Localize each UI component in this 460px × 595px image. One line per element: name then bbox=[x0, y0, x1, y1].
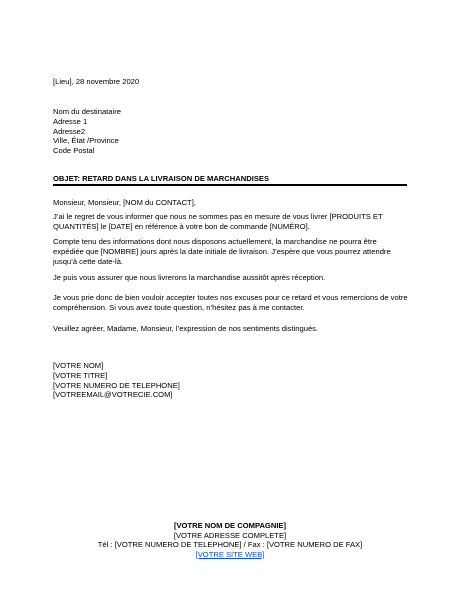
footer-phone-fax: Tél : [VOTRE NUMERO DE TELEPHONE] / Fax : [VOTRE NUMERO DE FAX] bbox=[97, 540, 363, 550]
company-footer bbox=[0, 521, 460, 559]
paragraph-line: Veuillez agréer, Madame, Monsieur, l’expression de nos sentiments distingués. bbox=[53, 324, 319, 333]
recipient-city: Ville, État /Province bbox=[53, 136, 119, 146]
salutation: Monsieur, Monsieur, [NOM du CONTACT], bbox=[53, 198, 196, 207]
recipient-name: Nom du destinataire bbox=[53, 107, 121, 116]
footer-company-name: [VOTRE NOM DE COMPAGNIE] bbox=[173, 521, 287, 530]
closing-paragraph bbox=[53, 324, 409, 334]
paragraph-line: Je puis vous assurer que nous livrerons la marchandise aussitôt après réception. bbox=[53, 273, 326, 282]
footer-website-link[interactable]: [VOTRE SITE WEB] bbox=[195, 549, 265, 559]
paragraph-line: jusqu’à cette date-là. bbox=[53, 256, 124, 266]
recipient-address bbox=[53, 107, 409, 156]
signature-email: [VOTREEMAIL@VOTRECIE.COM] bbox=[53, 390, 173, 400]
subject-line: OBJET: RETARD DANS LA LIVRAISON DE MARCHANDISES bbox=[53, 174, 270, 183]
recipient-address-1: Adresse 1 bbox=[53, 116, 88, 126]
signature-title: [VOTRE TITRE] bbox=[53, 370, 108, 380]
signature-block bbox=[53, 361, 409, 400]
paragraph-line: Compte tenu des informations dont nous disposons actuellement, la marchandise ne pourra être bbox=[53, 237, 377, 246]
subject-divider bbox=[53, 184, 407, 186]
paragraph-4 bbox=[53, 293, 409, 313]
recipient-postal-code: Code Postal bbox=[53, 146, 95, 156]
paragraph-2 bbox=[53, 237, 409, 266]
paragraph-line: Je vous prie donc de bien vouloir accepter toutes nos excuses pour ce retard et vous remercions de votre bbox=[53, 293, 408, 302]
paragraph-line: J’ai le regret de vous informer que nous ne sommes pas en mesure de vous livrer [PRODUITS ET bbox=[53, 212, 383, 221]
signature-phone: [VOTRE NUMERO DE TELEPHONE] bbox=[53, 380, 180, 390]
footer-address: [VOTRE ADRESSE COMPLETE] bbox=[173, 530, 287, 540]
recipient-address-2: Adresse2 bbox=[53, 126, 86, 136]
paragraph-line: expédiée que [NOMBRE] jours après la date initiale de livraison. J’espère que vous pourrez attendre bbox=[53, 246, 391, 256]
paragraph-1 bbox=[53, 212, 409, 232]
paragraph-line: QUANTITÉS] le [DATE] en référence à votre bon de commande [NUMÉRO]. bbox=[53, 221, 310, 231]
paragraph-3 bbox=[53, 273, 409, 283]
place-date: [Lieu], 28 novembre 2020 bbox=[53, 77, 140, 86]
signature-name: [VOTRE NOM] bbox=[53, 361, 104, 370]
paragraph-line: compréhension. Si vous avez toute question, n’hésitez pas à me contacter. bbox=[53, 302, 305, 312]
